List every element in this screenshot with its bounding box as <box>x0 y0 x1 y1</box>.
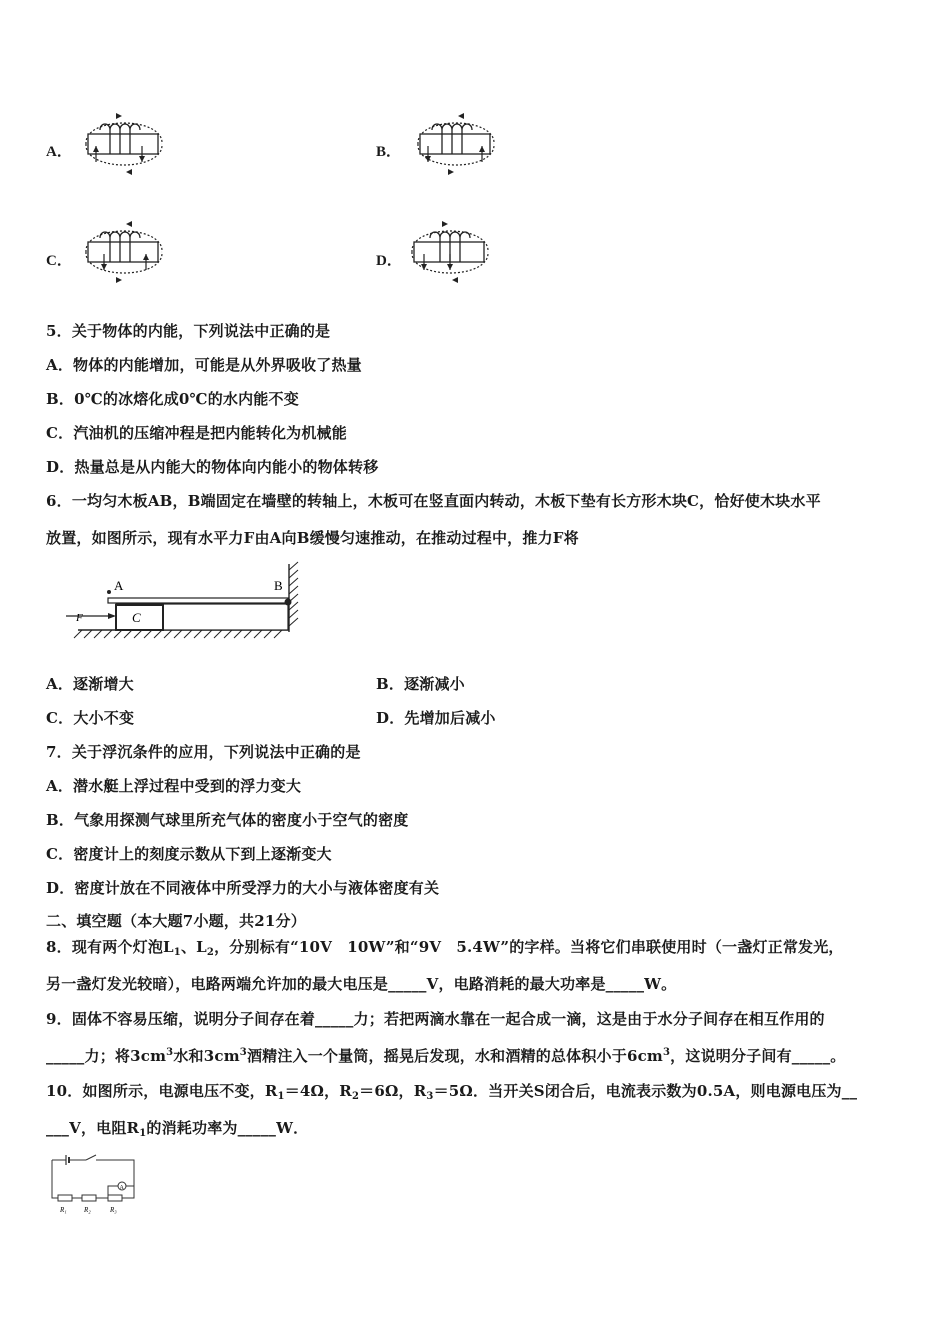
q5-option-b: B．0℃的冰熔化成0℃的水内能不变 <box>46 390 299 408</box>
q5-option-d: D．热量总是从内能大的物体向内能小的物体转移 <box>46 458 379 476</box>
q10-line2: ___V，电阻$R_1$的消耗功率为_____W． <box>46 1119 309 1139</box>
q4-option-d-label: D． <box>376 253 402 269</box>
q6-option-c: C．大小不变 <box>46 709 135 727</box>
q10-r3-label: R₃ <box>110 1206 117 1214</box>
coil-diagram-b <box>408 106 504 182</box>
q6-label-c: C <box>132 610 141 625</box>
q7-option-c: C．密度计上的刻度示数从下到上逐渐变大 <box>46 845 332 863</box>
q8-line2: 另一盏灯发光较暗），电路两端允许加的最大电压是_____V，电路消耗的最大功率是_____W。 <box>46 975 677 993</box>
q6-option-d: D．先增加后减小 <box>376 709 496 727</box>
q6-stem-line2: 放置，如图所示，现有水平力F由A向B缓慢匀速推动，在推动过程中，推力F将 <box>46 529 579 547</box>
coil-diagram-c <box>76 214 172 290</box>
coil-diagram-a <box>76 106 172 182</box>
q9-line1: 9．固体不容易压缩，说明分子间存在着_____力；若把两滴水靠在一起合成一滴，这是由于水分子间存在相互作用的 <box>46 1010 825 1028</box>
q10-circuit-diagram <box>46 1150 138 1216</box>
q7-option-b: B．气象用探测气球里所充气体的密度小于空气的密度 <box>46 811 409 829</box>
q5-option-a: A．物体的内能增加，可能是从外界吸收了热量 <box>46 356 362 374</box>
section-title-fill-in: 二、填空题（本大题7小题，共21分） <box>46 912 306 930</box>
q9-line2: _____力；将$3cm^3$水和$3cm^3$酒精注入一个量筒，摇晃后发现，水和酒精的总体积小于$6cm^3$，这说明分子间有_____。 <box>46 1047 846 1065</box>
q7-option-a: A．潜水艇上浮过程中受到的浮力变大 <box>46 777 302 795</box>
coil-diagram-d <box>402 214 498 290</box>
q10-line1: 10．如图所示，电源电压不变，$R_1=4\Omega$，$R_2=6\Omega$，$R_3=5\Omega$．当开关S闭合后，电流表示数为0.5A，则电源电压为__ <box>46 1082 858 1102</box>
q6-label-a: A <box>114 578 124 593</box>
q6-stem-line1: 6．一均匀木板AB，B端固定在墙壁的转轴上，木板可在竖直面内转动，木板下垫有长方形木块C，恰好使木块水平 <box>46 492 821 510</box>
q4-option-b-label: B． <box>376 144 402 160</box>
q8-line1: 8．现有两个灯泡$L_1$、$L_2$，分别标有“10V 10W”和“9V 5.4W”的字样。当将它们串联使用时（一盏灯正常发光， <box>46 938 844 958</box>
q10-r2-label: R₂ <box>84 1206 91 1214</box>
q4-option-c-label: C． <box>46 253 72 269</box>
q10-r1-label: R₁ <box>60 1206 67 1214</box>
q6-label-b: B <box>274 578 283 593</box>
q5-option-c: C．汽油机的压缩冲程是把内能转化为机械能 <box>46 424 347 442</box>
q10-meter-label: A <box>119 1185 124 1191</box>
q6-option-b: B．逐渐减小 <box>376 675 465 693</box>
q7-stem: 7．关于浮沉条件的应用，下列说法中正确的是 <box>46 743 361 761</box>
q5-stem: 5．关于物体的内能，下列说法中正确的是 <box>46 322 331 340</box>
q6-label-f: F <box>76 612 83 624</box>
q6-option-a: A．逐渐增大 <box>46 675 134 693</box>
q4-option-a-label: A． <box>46 144 72 160</box>
q6-board-diagram <box>60 560 310 650</box>
q7-option-d: D．密度计放在不同液体中所受浮力的大小与液体密度有关 <box>46 879 440 897</box>
